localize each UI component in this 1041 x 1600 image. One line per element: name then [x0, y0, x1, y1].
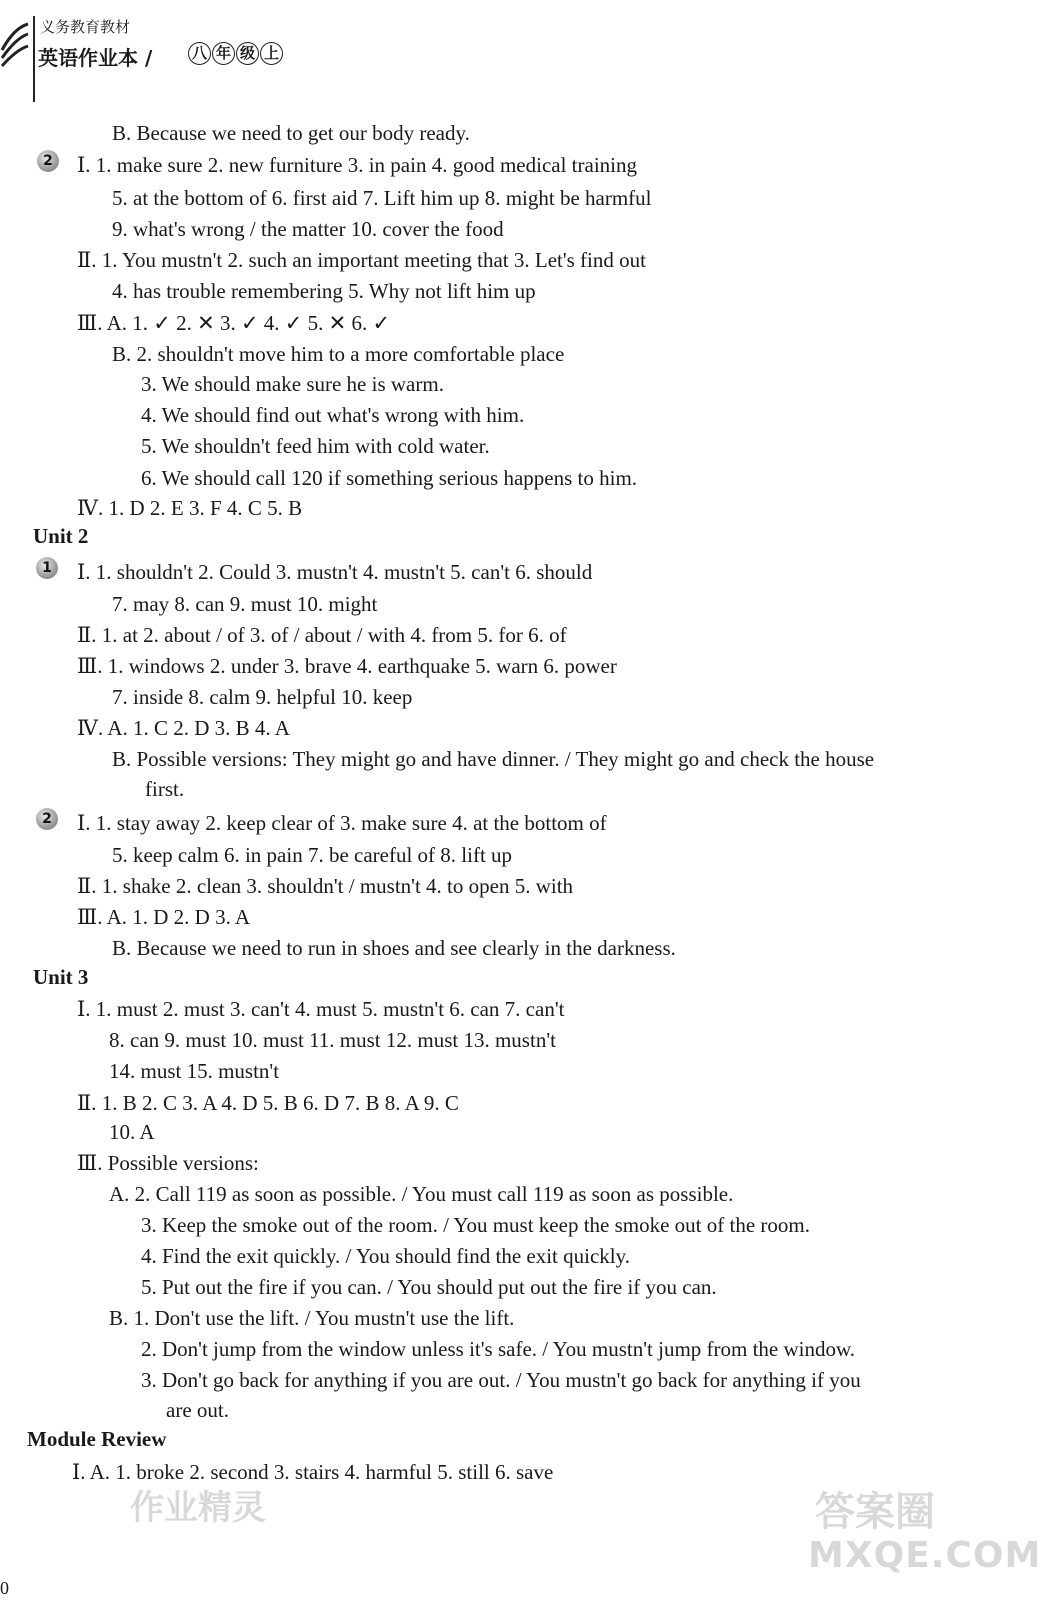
- answer-line: Ⅰ. 1. shouldn't 2. Could 3. mustn't 4. mustn't 5. can't 6. should: [77, 560, 593, 584]
- section-badge: 2: [37, 150, 59, 172]
- answer-line: 7. may 8. can 9. must 10. might: [112, 592, 378, 616]
- answer-line: Ⅲ. A. 1. ✓ 2. ✕ 3. ✓ 4. ✓ 5. ✕ 6. ✓: [77, 311, 391, 335]
- section-badge: 2: [36, 808, 58, 830]
- answer-line: B. 1. Don't use the lift. / You mustn't use the lift.: [109, 1306, 515, 1330]
- answer-line: Ⅱ. 1. shake 2. clean 3. shouldn't / mustn't 4. to open 5. with: [77, 874, 574, 898]
- answer-line: 14. must 15. mustn't: [109, 1059, 280, 1083]
- unit-heading: Unit 2: [33, 524, 89, 548]
- watermark-text: 作业精灵: [130, 1488, 266, 1528]
- answer-line: 3. Don't go back for anything if you are out. / You mustn't go back for anything if you: [141, 1368, 861, 1392]
- answer-line: Ⅰ. 1. must 2. must 3. can't 4. must 5. mustn't 6. can 7. can't: [77, 997, 565, 1021]
- answer-line: Ⅲ. A. 1. D 2. D 3. A: [77, 905, 251, 929]
- answer-line: are out.: [166, 1398, 229, 1422]
- answer-line: Ⅳ. A. 1. C 2. D 3. B 4. A: [77, 716, 290, 740]
- answer-line: 3. We should make sure he is warm.: [141, 372, 444, 396]
- answer-line: 5. Put out the fire if you can. / You should put out the fire if you can.: [141, 1275, 717, 1299]
- answer-line: 4. Find the exit quickly. / You should find the exit quickly.: [141, 1244, 631, 1268]
- header-grade: [188, 42, 283, 65]
- answer-line: 5. keep calm 6. in pain 7. be careful of 8. lift up: [112, 843, 513, 867]
- answer-line: A. 2. Call 119 as soon as possible. / You must call 119 as soon as possible.: [109, 1182, 734, 1206]
- answer-line: Ⅱ. 1. B 2. C 3. A 4. D 5. B 6. D 7. B 8. A 9. C: [77, 1091, 459, 1115]
- answer-line: 8. can 9. must 10. must 11. must 12. must 13. mustn't: [109, 1028, 556, 1052]
- answer-line: Ⅱ. 1. at 2. about / of 3. of / about / with 4. from 5. for 6. of: [77, 623, 567, 647]
- grade-char: 八: [188, 42, 211, 65]
- answer-line: Ⅱ. 1. You mustn't 2. such an important meeting that 3. Let's find out: [77, 248, 646, 272]
- grade-char: 级: [236, 42, 259, 65]
- answer-line: 4. has trouble remembering 5. Why not lift him up: [112, 279, 536, 303]
- answer-line: 5. We shouldn't feed him with cold water.: [141, 434, 490, 458]
- header-series: 义务教育教材: [40, 18, 131, 36]
- answer-line: B. Possible versions: They might go and have dinner. / They might go and check the house: [112, 747, 875, 771]
- publisher-logo-icon: [0, 20, 30, 76]
- answer-line: B. Because we need to run in shoes and see clearly in the darkness.: [112, 936, 676, 960]
- answer-line: 3. Keep the smoke out of the room. / You must keep the smoke out of the room.: [141, 1213, 810, 1237]
- answer-line: B. 2. shouldn't move him to a more comfortable place: [112, 342, 565, 366]
- answer-line: 5. at the bottom of 6. first aid 7. Lift him up 8. might be harmful: [112, 186, 652, 210]
- header-rule: [33, 16, 35, 102]
- answer-line: Ⅲ. 1. windows 2. under 3. brave 4. earthquake 5. warn 6. power: [77, 654, 617, 678]
- answer-line: 6. We should call 120 if something serious happens to him.: [141, 466, 638, 490]
- unit-heading: Unit 3: [33, 965, 89, 989]
- answer-line: Ⅳ. 1. D 2. E 3. F 4. C 5. B: [77, 496, 303, 520]
- answer-line: 4. We should find out what's wrong with him.: [141, 403, 525, 427]
- answer-line: 7. inside 8. calm 9. helpful 10. keep: [112, 685, 413, 709]
- watermark-url: MXQE.COM: [808, 1535, 1041, 1576]
- answer-line: Ⅲ. Possible versions:: [77, 1151, 259, 1175]
- answer-line: 2. Don't jump from the window unless it's safe. / You mustn't jump from the window.: [141, 1337, 856, 1361]
- answer-line: Ⅰ. 1. make sure 2. new furniture 3. in pain 4. good medical training: [77, 153, 637, 177]
- grade-char: 年: [212, 42, 235, 65]
- section-badge: 1: [36, 557, 58, 579]
- answer-line: Ⅰ. 1. stay away 2. keep clear of 3. make sure 4. at the bottom of: [77, 811, 607, 835]
- answer-line: 9. what's wrong / the matter 10. cover the food: [112, 217, 504, 241]
- answer-line: first.: [145, 777, 185, 801]
- page-number: 0: [0, 1578, 9, 1598]
- watermark-logo: 答案圈: [815, 1489, 935, 1535]
- answer-line: Ⅰ. A. 1. broke 2. second 3. stairs 4. harmful 5. still 6. save: [72, 1460, 554, 1484]
- answer-line: 10. A: [109, 1120, 155, 1144]
- grade-char: 上: [260, 42, 283, 65]
- module-review-heading: Module Review: [27, 1427, 167, 1451]
- answer-line: B. Because we need to get our body ready.: [112, 121, 470, 145]
- header-title: 英语作业本 /: [38, 46, 153, 70]
